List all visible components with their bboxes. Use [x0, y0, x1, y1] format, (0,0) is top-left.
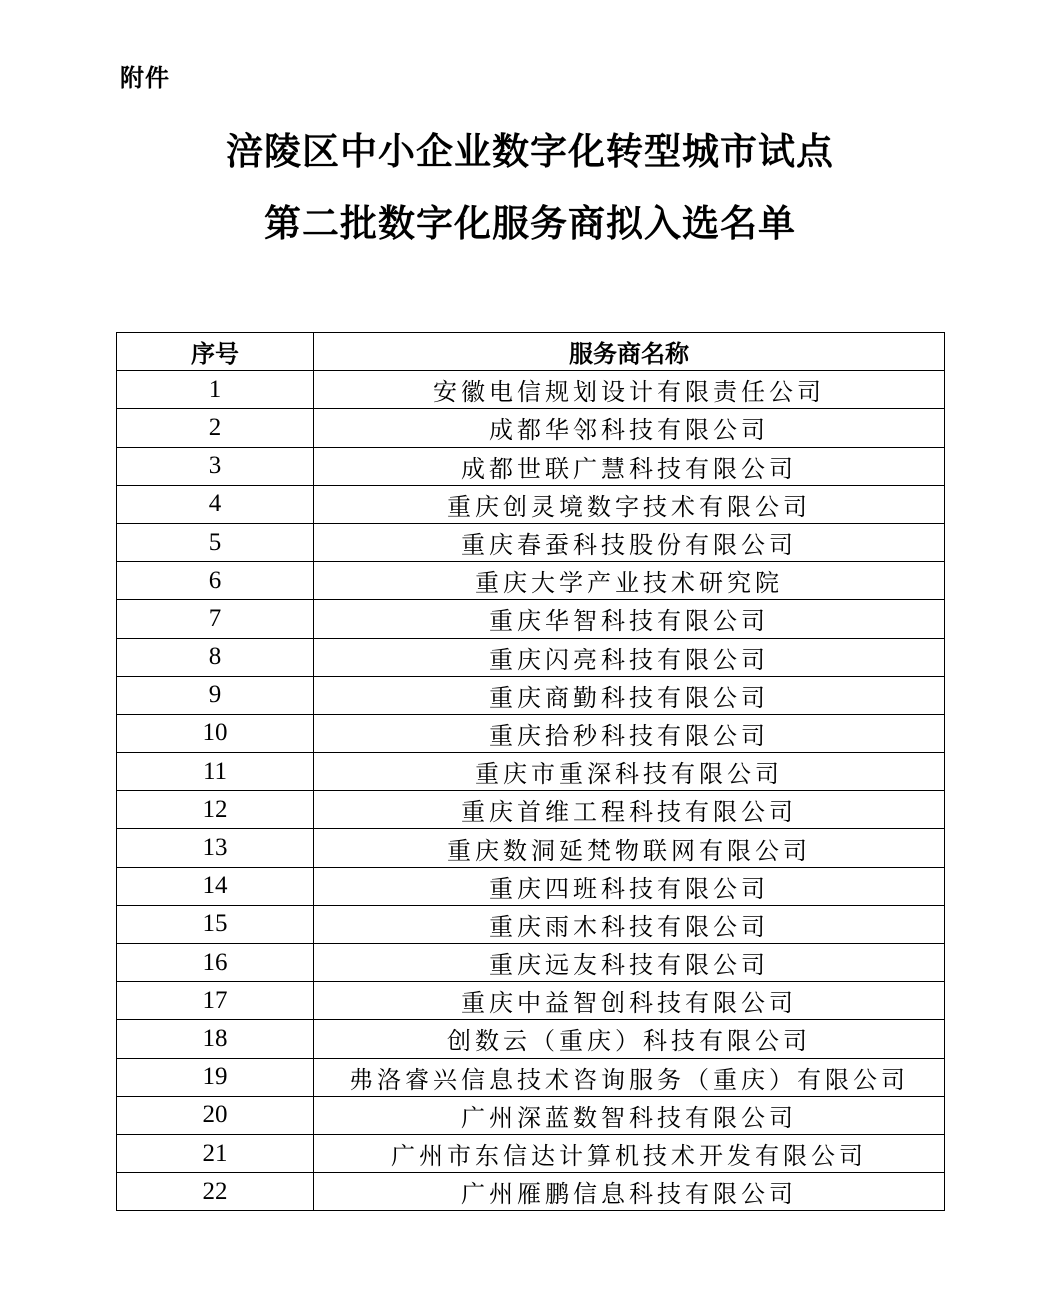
row-number: 17 [117, 982, 314, 1020]
provider-name: 重庆拾秒科技有限公司 [314, 714, 945, 752]
document-title-line-2: 第二批数字化服务商拟入选名单 [264, 201, 796, 245]
row-number: 14 [117, 867, 314, 905]
table-row [117, 676, 945, 714]
table-row [117, 600, 945, 638]
row-number: 1 [117, 371, 314, 409]
provider-name: 广州深蓝数智科技有限公司 [314, 1096, 945, 1134]
provider-name: 重庆中益智创科技有限公司 [314, 982, 945, 1020]
attachment-label: 附件 [120, 64, 170, 92]
table-row [117, 409, 945, 447]
row-number: 2 [117, 409, 314, 447]
row-number: 12 [117, 791, 314, 829]
row-number: 7 [117, 600, 314, 638]
table-row [117, 447, 945, 485]
column-header-number: 序号 [117, 333, 314, 371]
row-number: 19 [117, 1058, 314, 1096]
table-row [117, 371, 945, 409]
table-row [117, 1134, 945, 1172]
row-number: 22 [117, 1173, 314, 1211]
table-row [117, 485, 945, 523]
row-number: 13 [117, 829, 314, 867]
row-number: 8 [117, 638, 314, 676]
column-header-provider-name: 服务商名称 [314, 333, 945, 371]
service-provider-table [116, 332, 945, 1211]
provider-name: 重庆数洞延梵物联网有限公司 [314, 829, 945, 867]
provider-name: 成都世联广慧科技有限公司 [314, 447, 945, 485]
provider-name: 重庆华智科技有限公司 [314, 600, 945, 638]
row-number: 4 [117, 485, 314, 523]
table-row [117, 982, 945, 1020]
provider-name: 创数云（重庆）科技有限公司 [314, 1020, 945, 1058]
table-row [117, 905, 945, 943]
provider-name: 重庆大学产业技术研究院 [314, 562, 945, 600]
table-header-row [117, 333, 945, 371]
provider-name: 重庆雨木科技有限公司 [314, 905, 945, 943]
table-row [117, 829, 945, 867]
table-row [117, 1096, 945, 1134]
row-number: 21 [117, 1134, 314, 1172]
table-row [117, 523, 945, 561]
table-body [117, 371, 945, 1211]
row-number: 5 [117, 523, 314, 561]
row-number: 6 [117, 562, 314, 600]
row-number: 9 [117, 676, 314, 714]
provider-name: 广州市东信达计算机技术开发有限公司 [314, 1134, 945, 1172]
table-row [117, 867, 945, 905]
row-number: 10 [117, 714, 314, 752]
table-row [117, 714, 945, 752]
table-row [117, 791, 945, 829]
provider-name: 重庆四班科技有限公司 [314, 867, 945, 905]
table-row [117, 638, 945, 676]
table-row [117, 1173, 945, 1211]
table-row [117, 1058, 945, 1096]
provider-name: 重庆市重深科技有限公司 [314, 753, 945, 791]
table-row [117, 944, 945, 982]
provider-name: 成都华邻科技有限公司 [314, 409, 945, 447]
provider-name: 重庆首维工程科技有限公司 [314, 791, 945, 829]
row-number: 20 [117, 1096, 314, 1134]
document-title-line-1: 涪陵区中小企业数字化转型城市试点 [226, 129, 834, 173]
provider-name: 重庆春蚕科技股份有限公司 [314, 523, 945, 561]
provider-name: 重庆闪亮科技有限公司 [314, 638, 945, 676]
row-number: 3 [117, 447, 314, 485]
provider-name: 弗洛睿兴信息技术咨询服务（重庆）有限公司 [314, 1058, 945, 1096]
provider-name: 重庆远友科技有限公司 [314, 944, 945, 982]
table-row [117, 1020, 945, 1058]
provider-name: 广州雁鹏信息科技有限公司 [314, 1173, 945, 1211]
row-number: 18 [117, 1020, 314, 1058]
table-row [117, 562, 945, 600]
provider-name: 重庆商勤科技有限公司 [314, 676, 945, 714]
table-row [117, 753, 945, 791]
row-number: 15 [117, 905, 314, 943]
provider-name: 重庆创灵境数字技术有限公司 [314, 485, 945, 523]
row-number: 11 [117, 753, 314, 791]
provider-name: 安徽电信规划设计有限责任公司 [314, 371, 945, 409]
row-number: 16 [117, 944, 314, 982]
